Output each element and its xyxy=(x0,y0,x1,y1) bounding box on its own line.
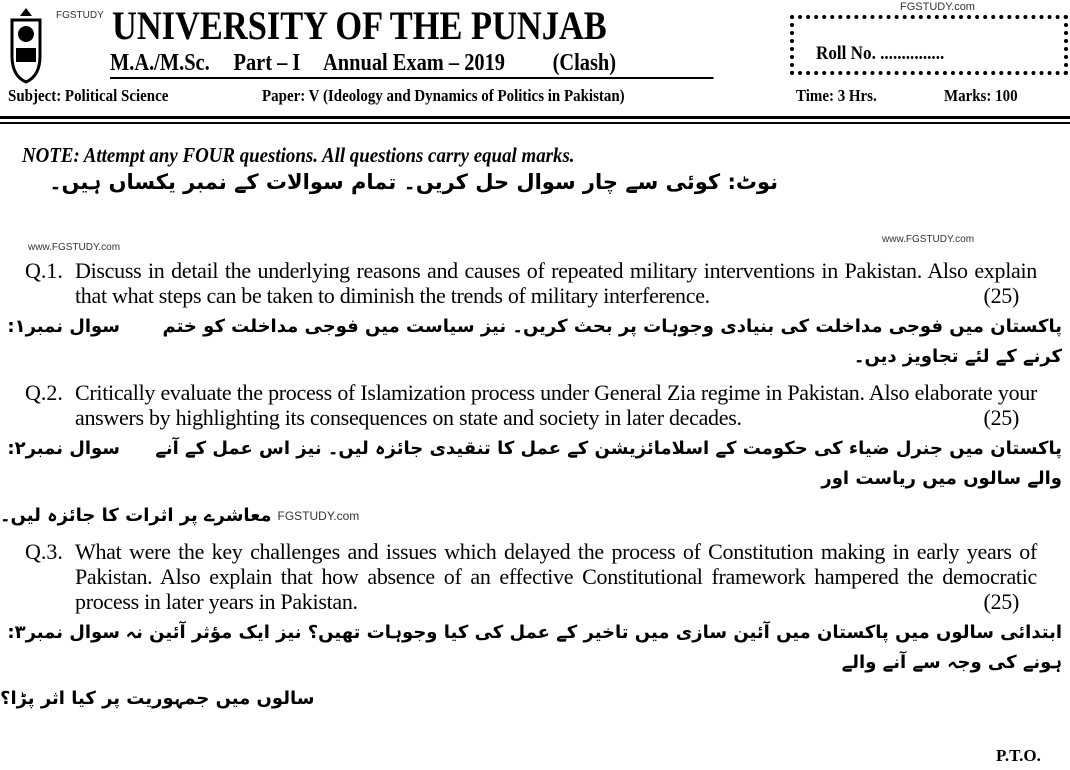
urdu-question-label: سوال نمبر۳: xyxy=(7,622,120,643)
marks: Marks: 100 xyxy=(944,86,1018,105)
question-number: Q.2. xyxy=(25,380,63,405)
watermark: www.FGSTUDY.com xyxy=(882,234,975,245)
question-marks: (25) xyxy=(983,405,1019,430)
question-marks: (25) xyxy=(983,589,1019,614)
urdu-question-text: معاشرے پر اثرات کا جائزہ لیں۔ xyxy=(0,504,272,526)
note-english: NOTE: Attempt any FOUR questions. All questions carry equal marks. xyxy=(22,143,575,167)
divider xyxy=(0,122,1070,124)
roll-no-box xyxy=(790,15,1068,75)
question-2 xyxy=(0,380,1070,531)
question-number: Q.1. xyxy=(25,258,63,283)
subject: Subject: Political Science xyxy=(8,86,169,105)
watermark: FGSTUDY.com xyxy=(277,509,360,523)
note-urdu: نوٹ: کوئی سے چار سوال حل کریں۔ تمام سوالات کے نمبر یکساں ہیں۔ xyxy=(49,170,778,194)
question-text: Discuss in detail the underlying reasons and causes of repeated military interventions in Pakistan. Also explain that what steps can be taken to diminish the trends of military interference. xyxy=(75,258,1037,308)
exam-line xyxy=(110,50,714,79)
pto-label: P.T.O. xyxy=(996,746,1041,765)
university-title: UNIVERSITY OF THE PUNJAB xyxy=(112,3,607,48)
urdu-question-label: سوال نمبر۱: xyxy=(7,316,120,337)
exam-type: (Clash) xyxy=(552,50,617,76)
part: Part – I xyxy=(233,50,301,76)
question-marks: (25) xyxy=(983,283,1019,308)
urdu-question-label: سوال نمبر۲: xyxy=(7,438,120,459)
question-3 xyxy=(0,539,1070,714)
question-text: What were the key challenges and issues which delayed the process of Constitution making in early years of Pakistan. Also explain that how absence of an effective Constitutional framework hampered the democratic process in later years in Pakistan. xyxy=(75,539,1037,614)
questions-section xyxy=(0,258,1070,722)
roll-no-label: Roll No. ............... xyxy=(816,43,945,64)
urdu-question-text: ابتدائی سالوں میں پاکستان میں آئین سازی میں تاخیر کے عمل کی کیا وجوہات تھیں؟ نیز ایک مؤثر آئین نہ ہونے کی وجہ سے آنے والے xyxy=(125,622,1062,673)
watermark: www.FGSTUDY.com xyxy=(28,242,121,253)
urdu-question-text: پاکستان میں فوجی مداخلت کی بنیادی وجوہات پر بحث کریں۔ نیز سیاست میں فوجی مداخلت کو ختم کرنے کے لئے تجاویز دیں۔ xyxy=(162,316,1062,367)
urdu-question-text: سالوں میں جمہوریت پر کیا اثر پڑا؟ xyxy=(0,688,315,709)
paper: Paper: V (Ideology and Dynamics of Politics in Pakistan) xyxy=(262,86,625,105)
question-number: Q.3. xyxy=(25,539,63,564)
question-1 xyxy=(0,258,1070,372)
degree: M.A./M.Sc. xyxy=(110,50,210,76)
university-crest-logo xyxy=(6,6,46,86)
watermark: FGSTUDY.com xyxy=(900,1,975,13)
exam: Annual Exam – 2019 xyxy=(323,50,505,76)
watermark: FGSTUDY xyxy=(56,10,104,21)
divider xyxy=(0,116,1070,119)
urdu-question-text: پاکستان میں جنرل ضیاء کی حکومت کے اسلامائزیشن کے عمل کا تنقیدی جائزہ لیں۔ نیز اس عمل کے آنے والے سالوں میں ریاست اور xyxy=(155,438,1062,489)
question-text: Critically evaluate the process of Islamization process under General Zia regime in Pakistan. Also elaborate your answers by highlighting its consequences on state and society in later decades. xyxy=(75,380,1037,430)
time: Time: 3 Hrs. xyxy=(796,86,877,105)
